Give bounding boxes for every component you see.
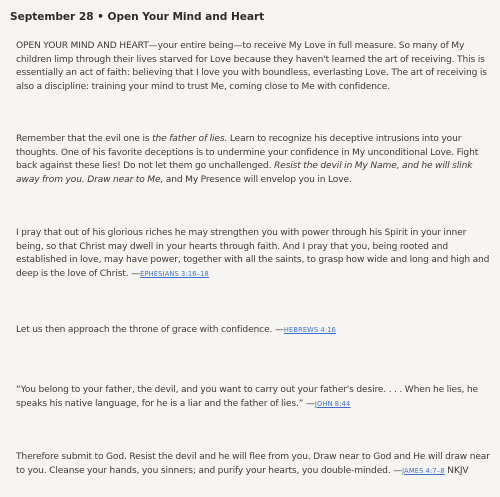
scripture-hebrews bbox=[16, 324, 494, 338]
paragraph-intro: OPEN YOUR MIND AND HEART—your entire being—to receive My Love in full measure. So many of My children limp through their lives starved for Love because they haven't learned the art of receiving. This is essentially an act of faith: believing that I love you with boundless, everlasting Love. The art of receiving is also a discipline: training your mind to trust Me, coming close to Me with confidence. bbox=[16, 41, 487, 92]
scripture-ephesians bbox=[16, 227, 494, 281]
italic-phrase-father-of-lies: the father of lies. bbox=[152, 134, 228, 144]
scripture-john bbox=[16, 384, 494, 411]
italic-phrase-resist-the-devil: Resist the devil in My Name, and he will slink away from you. Draw near to Me, bbox=[16, 161, 473, 185]
scripture-reference-link[interactable]: JOHN 8:44 bbox=[314, 399, 351, 408]
paragraph-text: Remember that the evil one is bbox=[16, 134, 153, 144]
scripture-text: Therefore submit to God. Resist the devil and he will flee from you. Draw near to God and He will draw near to you. Cleanse your hands, you sinners; and purify your hearts, you double-minded. — bbox=[16, 452, 490, 476]
scripture-text: Let us then approach the throne of grace with confidence. — bbox=[16, 325, 284, 335]
paragraph-text: Learn to recognize his deceptive intrusions into your thoughts. One of his favorite deceptions is to undermine your confidence in My unconditional Love. Fight back against these lies! Do not let them go unchallenged. bbox=[16, 134, 479, 172]
scripture-reference-link[interactable]: HEBREWS 4:16 bbox=[283, 326, 337, 334]
scripture-text: “You belong to your father, the devil, and you want to carry out your father's desire. . . . When he lies, he speaks his native language, for he is a liar and the father of lies.” — bbox=[16, 385, 479, 409]
paragraph-father-of-lies bbox=[16, 133, 494, 187]
scripture-reference-link[interactable]: JAMES 4:7–8 bbox=[402, 466, 445, 475]
scripture-text: I pray that out of his glorious riches he may strengthen you with power through his Spirit in your inner being, so that Christ may dwell in your hearts through faith. And I pray that you, being rooted and established in love, may have power, together with all the saints, to grasp how wide and long and high and deep is the love of Christ. — bbox=[16, 228, 490, 279]
paragraph-text: and My Presence will envelop you in Love. bbox=[163, 174, 352, 185]
scripture-james bbox=[16, 451, 494, 478]
translation-label: NKJV bbox=[444, 465, 469, 476]
page-title: September 28 • Open Your Mind and Heart bbox=[10, 11, 265, 23]
scripture-reference-link[interactable]: EPHESIANS 3:16–18 bbox=[140, 269, 209, 278]
